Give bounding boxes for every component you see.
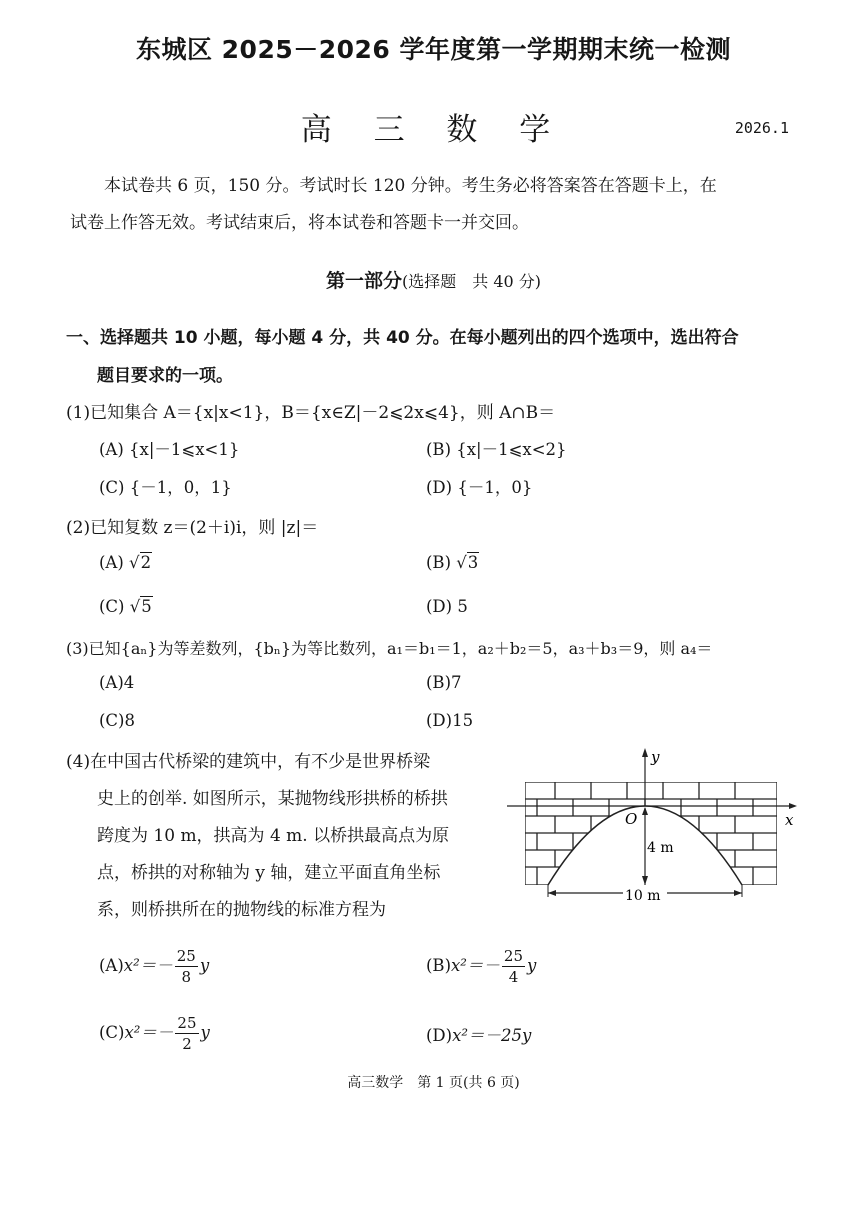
question-3-option-a: (A)4: [99, 673, 135, 692]
section-heading: [66, 319, 801, 395]
question-1-option-b: (B) {x|－1⩽x<2}: [426, 440, 567, 459]
height-label: 4 m: [647, 840, 674, 856]
question-2-option-a: (A) √2: [99, 553, 152, 572]
page-footer: 高三数学 第 1 页(共 6 页): [347, 1075, 520, 1091]
instructions-line-1: 本试卷共 6 页，150 分。考试时长 120 分钟。考生务必将答案答在答题卡上，在: [104, 176, 717, 196]
x-axis-arrow-icon: [789, 803, 797, 809]
instructions-line-2: 试卷上作答无效。考试结束后，将本试卷和答题卡一并交回。: [70, 213, 529, 233]
exam-date: 2026.1: [734, 119, 789, 137]
subject-title: 高 三 数 学: [300, 112, 567, 148]
question-1-option-c: (C) {－1，0，1}: [99, 478, 232, 497]
exam-title: 东城区 2025－2026 学年度第一学期期末统一检测: [135, 35, 732, 64]
part-title: 第一部分: [325, 270, 402, 292]
sqrt-symbol: √5: [129, 597, 152, 616]
x-axis-label: x: [785, 811, 794, 829]
question-4-line-4: 点，桥拱的对称轴为 y 轴，建立平面直角坐标: [97, 863, 441, 883]
question-4-line-1: (4)在中国古代桥梁的建筑中，有不少是世界桥梁: [66, 752, 431, 772]
question-1-option-a: (A) {x|－1⩽x<1}: [99, 440, 240, 459]
question-2-stem: (2)已知复数 z＝(2＋i)i，则 |z|＝: [66, 518, 319, 538]
height-arrow-up-icon: [642, 807, 648, 815]
part-heading: [0, 266, 867, 293]
question-2-option-d: (D) 5: [426, 597, 468, 616]
section-line-1: 一、选择题共 10 小题，每小题 4 分，共 40 分。在每小题列出的四个选项中，选出符合: [66, 328, 739, 348]
question-3-stem: (3)已知{aₙ}为等差数列，{bₙ}为等比数列，a₁＝b₁＝1，a₂＋b₂＝5，a₃＋b₃＝9，则 a₄＝: [66, 639, 713, 658]
y-axis-label: y: [651, 748, 660, 766]
sqrt-symbol: √2: [129, 553, 152, 572]
question-3-option-d: (D)15: [426, 711, 474, 730]
question-4-option-c: (C)x²＝－ $\frac{25}{2}$ y: [99, 1014, 210, 1053]
y-axis-arrow-icon: [642, 748, 648, 757]
question-1-stem: (1)已知集合 A＝{x|x<1}，B＝{x∈Z|－2⩽2x⩽4}，则 A∩B＝: [66, 403, 556, 423]
question-4-line-5: 系，则桥拱所在的抛物线的标准方程为: [97, 900, 386, 920]
instructions: [70, 168, 790, 242]
question-4-line-3: 跨度为 10 m，拱高为 4 m. 以桥拱最高点为原: [97, 826, 450, 846]
bridge-figure: [505, 745, 805, 910]
question-1-option-d: (D) {－1，0}: [426, 478, 533, 497]
question-4-line-2: 史上的创举. 如图所示，某抛物线形拱桥的桥拱: [97, 789, 448, 809]
question-3-option-c: (C)8: [99, 711, 135, 730]
origin-label: O: [625, 810, 638, 828]
question-4-option-d: (D)x²＝－25y: [426, 1026, 532, 1045]
question-4-option-b: (B)x²＝－ $\frac{25}{4}$ y: [426, 947, 537, 986]
span-label: 10 m: [625, 888, 661, 904]
question-4-stem: [66, 744, 506, 929]
height-arrow-down-icon: [642, 876, 648, 885]
sqrt-symbol: √3: [456, 553, 479, 572]
question-2-option-c: (C) √5: [99, 597, 152, 616]
span-arrow-left-icon: [548, 890, 556, 896]
brick-wall: [525, 782, 777, 885]
question-4-option-a: (A)x²＝－ $\frac{25}{8}$ y: [99, 947, 210, 986]
section-line-2: 题目要求的一项。: [97, 366, 233, 386]
question-3-option-b: (B)7: [426, 673, 462, 692]
span-arrow-right-icon: [734, 890, 742, 896]
question-2-option-b: (B) √3: [426, 553, 479, 572]
part-subtitle: (选择题 共 40 分): [401, 272, 542, 291]
